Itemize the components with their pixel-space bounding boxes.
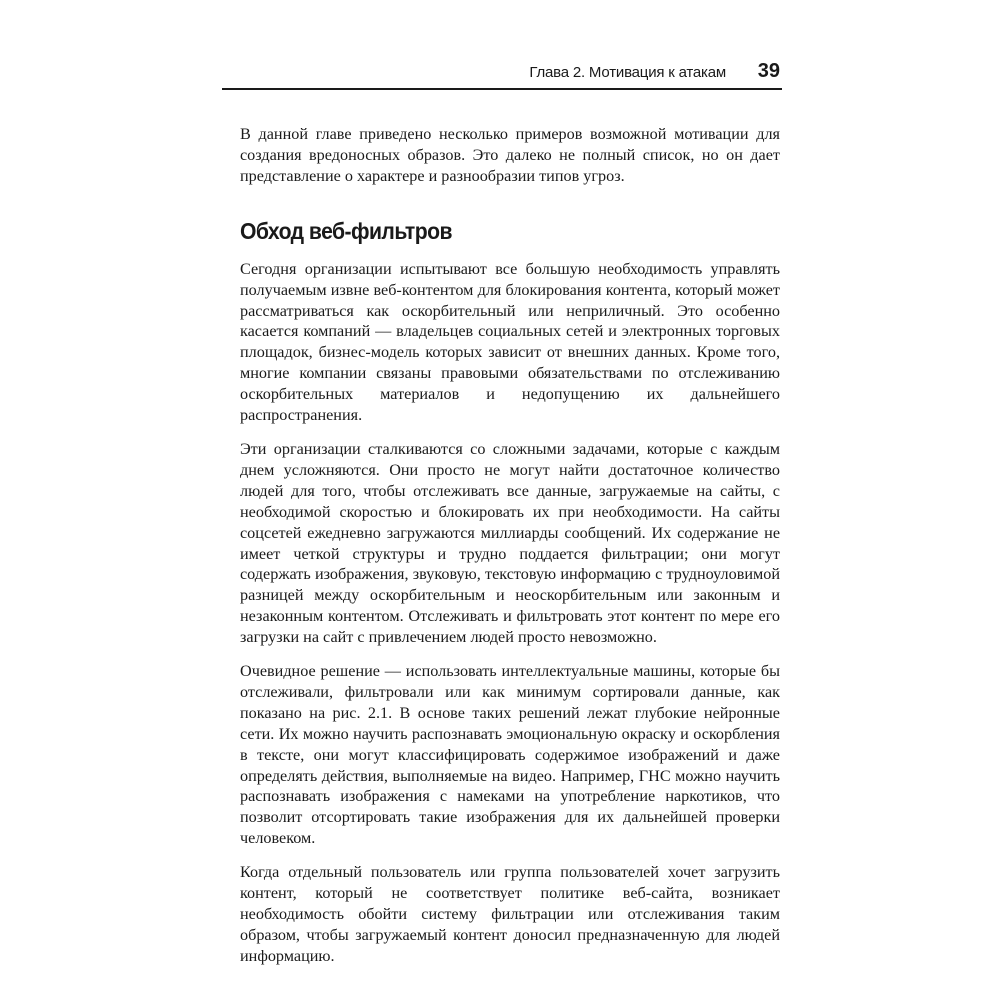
paragraph-4: Когда отдельный пользователь или группа пользователей хочет загрузить контент, который не соответствует политике веб-сайта, возникает необходимость обойти систему фильтрации или отслеживания таким образом, чтобы загружаемый контент доносил предназначенную для людей информацию. [240,863,780,965]
paragraph-3: Очевидное решение — использовать интеллектуальные машины, которые бы отслеживали, фильтровали или как минимум сортировали данные, как показано на рис. 2.1. В основе таких решений лежат глубокие нейронные сети. Их можно научить распознавать эмоциональную окраску и оскорбления в тексте, они могут классифицировать содержимое изображений и даже определять действия, выполняемые на видео. Например, ГНС можно научить распознавать изображения с намеками на употребление наркотиков, что позволит отсортировать такие изображения для их дальнейшей проверки человеком. [240,662,780,848]
chapter-title: Глава 2. Мотивация к атакам [529,64,726,81]
intro-paragraph: В данной главе приведено несколько примеров возможной мотивации для создания вредоносных образов. Это далеко не полный список, но он дает представление о характере и разнообразии типов угроз. [240,125,780,185]
page-body [240,124,780,980]
page-number: 39 [757,60,780,82]
paragraph-2: Эти организации сталкиваются со сложными задачами, которые с каждым днем усложняются. Они просто не могут найти достаточное количество людей для того, чтобы отслеживать все данные, загружаемые на сайты, с необходимой скоростью и блокировать их при необходимости. На сайты соцсетей ежедневно загружаются миллиарды сообщений. Их содержание не имеет четкой структуры и трудно поддается фильтрации; они могут содержать изображения, звуковую, текстовую информацию с трудноуловимой разницей между оскорбительным и неоскорбительным или законным и незаконным контентом. Отслеживать и фильтровать этот контент по мере его загрузки на сайт с привлечением людей просто невозможно. [240,439,780,647]
section-heading: Обход веб-фильтров [240,217,452,244]
paragraph-1: Сегодня организации испытывают все большую необходимость управлять получаемым извне веб-контентом для блокирования контента, который может рассматриваться как оскорбительный или неприличный. Это особенно касается компаний — владельцев социальных сетей и электронных торговых площадок, бизнес-модель которых зависит от внешних данных. Кроме того, многие компании связаны правовыми обязательствами по отслеживанию оскорбительных материалов и недопущению их дальнейшего распространения. [240,259,780,425]
running-header [222,60,782,90]
